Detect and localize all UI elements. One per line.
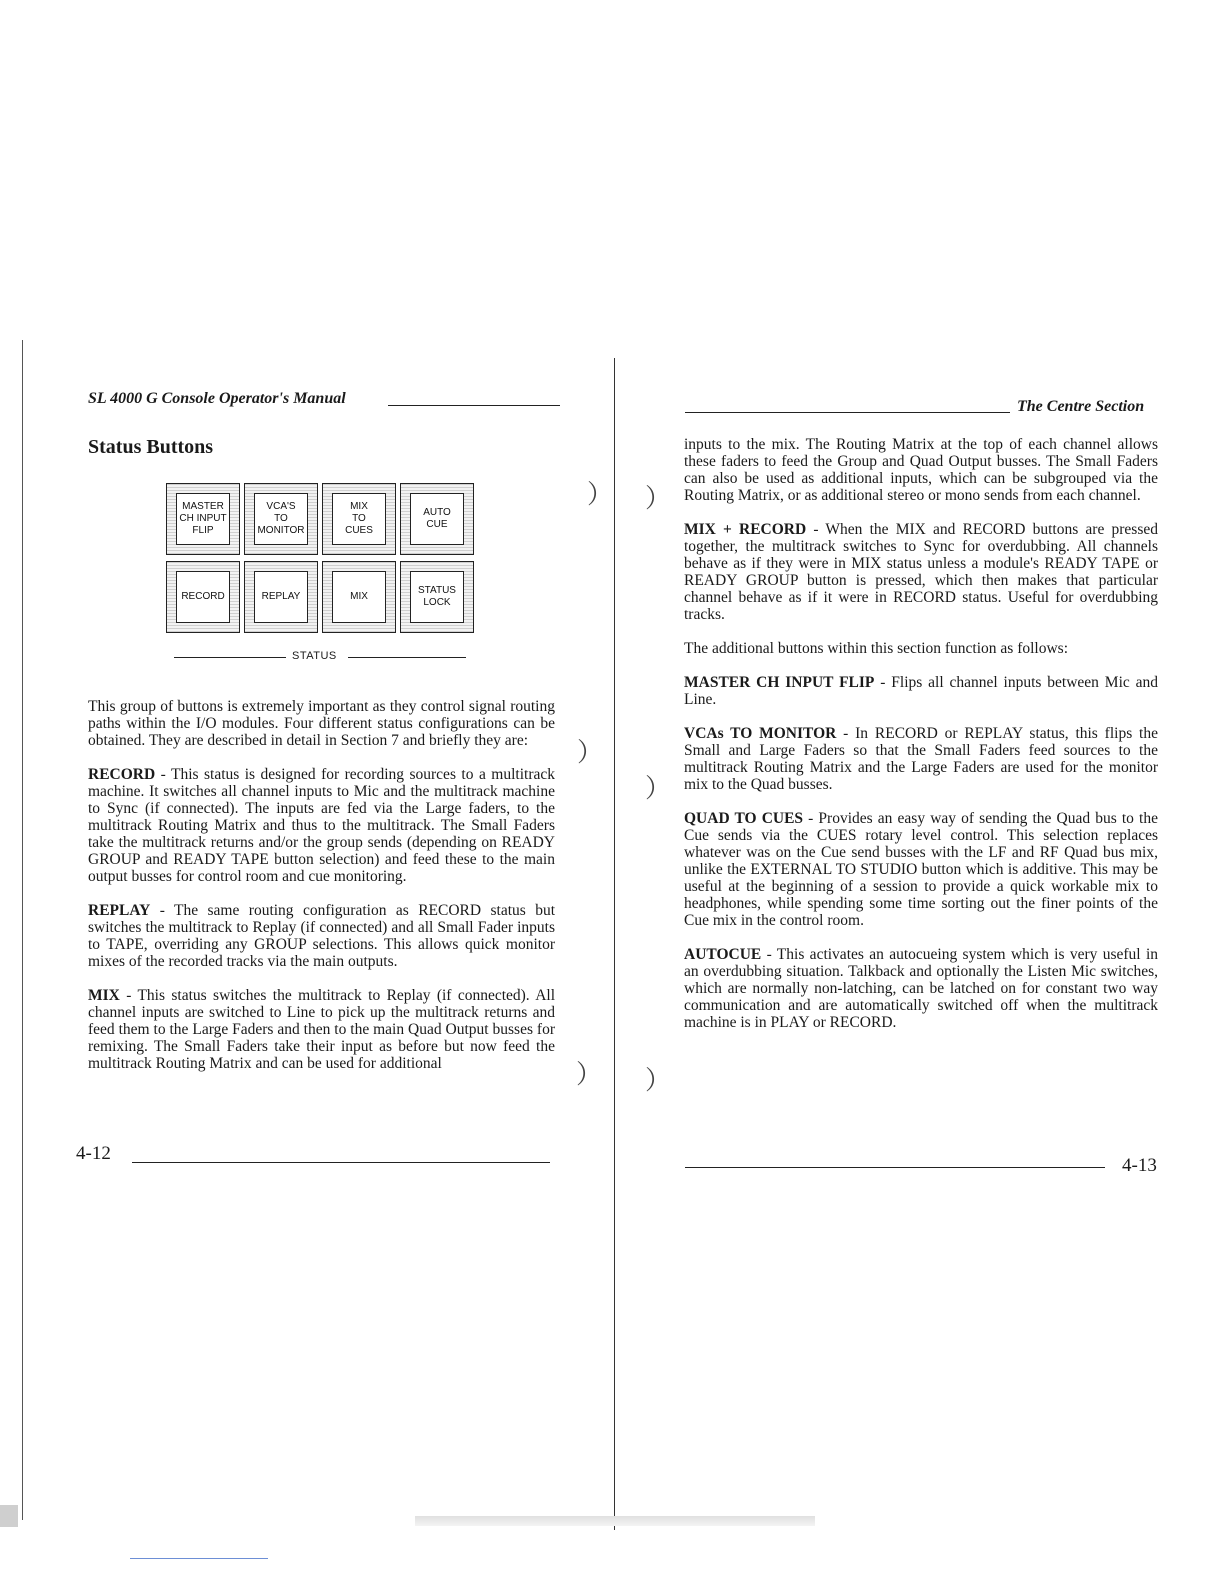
status-caption-line-right (348, 657, 466, 658)
status-caption (170, 650, 472, 666)
margin-mark: ） (645, 484, 672, 513)
record-text: - This status is designed for recording sources to a multitrack machine. It switches all channel inputs to Mic and the multitrack machine to Sync (if connected). The inputs are fed via the Large faders, to the multitrack Routing Matrix and thus to the multitrack. The Small Faders take the multitrack returns and/or the group sends (depending on READY GROUP and READY TAPE button selection) and feed these to the main output busses for control room and cue monitoring. (88, 766, 555, 885)
margin-mark: ） (576, 1060, 603, 1089)
intro-paragraph: This group of buttons is extremely important as they control signal routing paths within the I/O modules. Four different status configurations can be obtained. They are described in detail in Section 7 and briefly they are: (88, 698, 555, 749)
right-body (684, 436, 1158, 1048)
mix-record-text: - When the MIX and RECORD buttons are pressed together, the multitrack switches to Sync for overdubbing. All channels behave as if they were in MIX status unless a module's READY TAPE or READY GROUP button is pressed, which then makes that particular channel behave as if it were in RECORD status. Useful for overdubbing tracks. (684, 521, 1159, 623)
page-edge-mark (0, 1505, 18, 1527)
status-lock-button: STATUS LOCK (400, 561, 474, 633)
mix-paragraph (88, 987, 555, 1072)
master-ch-input-flip-paragraph (684, 674, 1158, 708)
status-caption-text: STATUS (292, 650, 337, 662)
left-running-head: SL 4000 G Console Operator's Manual (88, 390, 346, 407)
mix-term: MIX (88, 987, 120, 1004)
vcas-to-monitor-term: VCAs TO MONITOR (684, 725, 837, 742)
continuation-paragraph: inputs to the mix. The Routing Matrix at the top of each channel allows these faders to feed the Group and Quad Output busses. The Small Faders can also be used as additional inputs, which can be subgrouped via the Routing Matrix, or as additional stereo or mono sends from each channel. (684, 436, 1158, 504)
vcas-to-monitor-paragraph (684, 725, 1158, 793)
master-ch-input-flip-text: - Flips all channel inputs between Mic and Line. (684, 674, 1158, 708)
page-edge-line (22, 340, 23, 1520)
mix-text: - This status switches the multitrack to Replay (if connected). All channel inputs are switched to Line to pick up the multitrack returns and feed them to the Large Faders and then to the main Quad Output busses for remixing. The Small Faders take their input as before but now feed the multitrack Routing Matrix and can be used for additional (88, 987, 555, 1072)
left-head-rule (388, 405, 560, 406)
left-page-number: 4-12 (76, 1143, 111, 1164)
right-running-head: The Centre Section (1017, 398, 1145, 415)
vcas-to-monitor-text: - In RECORD or REPLAY status, this flips the Small and Large Faders so that the Small Faders feed sources to the multitrack Routing Matrix and the Large Faders are used for the monitor mix to the Quad busses. (684, 725, 1158, 793)
quad-to-cues-paragraph (684, 810, 1158, 929)
replay-paragraph (88, 902, 555, 970)
left-body (88, 698, 555, 1089)
status-buttons-diagram (166, 483, 476, 635)
quad-to-cues-term: QUAD TO CUES (684, 810, 804, 827)
auto-cue-button: AUTO CUE (400, 483, 474, 555)
record-paragraph (88, 766, 555, 885)
additional-intro: The additional buttons within this section function as follows: (684, 640, 1069, 657)
replay-term: REPLAY (88, 902, 151, 919)
right-page-number: 4-13 (1122, 1155, 1157, 1176)
book-spine (614, 358, 615, 1530)
autocue-text: - This activates an autocueing system which is very useful in an overdubbing situation. Talkback and optionally the Listen Mic switches, which are normally non-latching, can be latched on for constant two way communication and are automatically switched off when the multitrack machine is in PLAY or RECORD. (684, 946, 1158, 1031)
replay-text: - The same routing configuration as RECORD status but switches the multitrack to Replay (if connected) and all Small Fader inputs to TAPE, overriding any GROUP selections. This allows quick monitor mixes of the recorded tracks via the main outputs. (88, 902, 555, 970)
master-ch-input-flip-button: MASTER CH INPUT FLIP (166, 483, 240, 555)
master-ch-input-flip-term: MASTER CH INPUT FLIP (684, 674, 875, 691)
left-foot-rule (132, 1162, 550, 1163)
record-term: RECORD (88, 766, 156, 783)
mix-record-term: MIX + RECORD (684, 521, 807, 538)
right-head-rule (685, 412, 1010, 413)
status-caption-line-left (174, 657, 286, 658)
right-foot-rule (685, 1167, 1105, 1168)
margin-mark: ） (645, 1066, 672, 1095)
autocue-term: AUTOCUE (684, 946, 762, 963)
section-title: Status Buttons (88, 436, 214, 458)
scan-shadow (415, 1516, 815, 1526)
autocue-paragraph (684, 946, 1158, 1031)
margin-mark: ） (587, 480, 614, 509)
mix-button: MIX (322, 561, 396, 633)
mix-record-paragraph (684, 521, 1158, 623)
margin-mark: ） (645, 774, 672, 803)
record-button: RECORD (166, 561, 240, 633)
replay-button: REPLAY (244, 561, 318, 633)
quad-to-cues-text: - Provides an easy way of sending the Quad bus to the Cue sends via the CUES rotary level control. This selection replaces whatever was on the Cue send busses with the LF and RF Quad bus mix, unlike the EXTERNAL TO STUDIO button which is additive. This may be useful at the beginning of a session to provide a quick workable mix to headphones, while spending some time sorting out the finer points of the Cue mix in the control room. (684, 810, 1158, 929)
margin-mark: ） (577, 738, 604, 767)
mix-to-cues-button: MIX TO CUES (322, 483, 396, 555)
vcas-to-monitor-button: VCA'S TO MONITOR (244, 483, 318, 555)
scan-blue-line (130, 1558, 268, 1559)
